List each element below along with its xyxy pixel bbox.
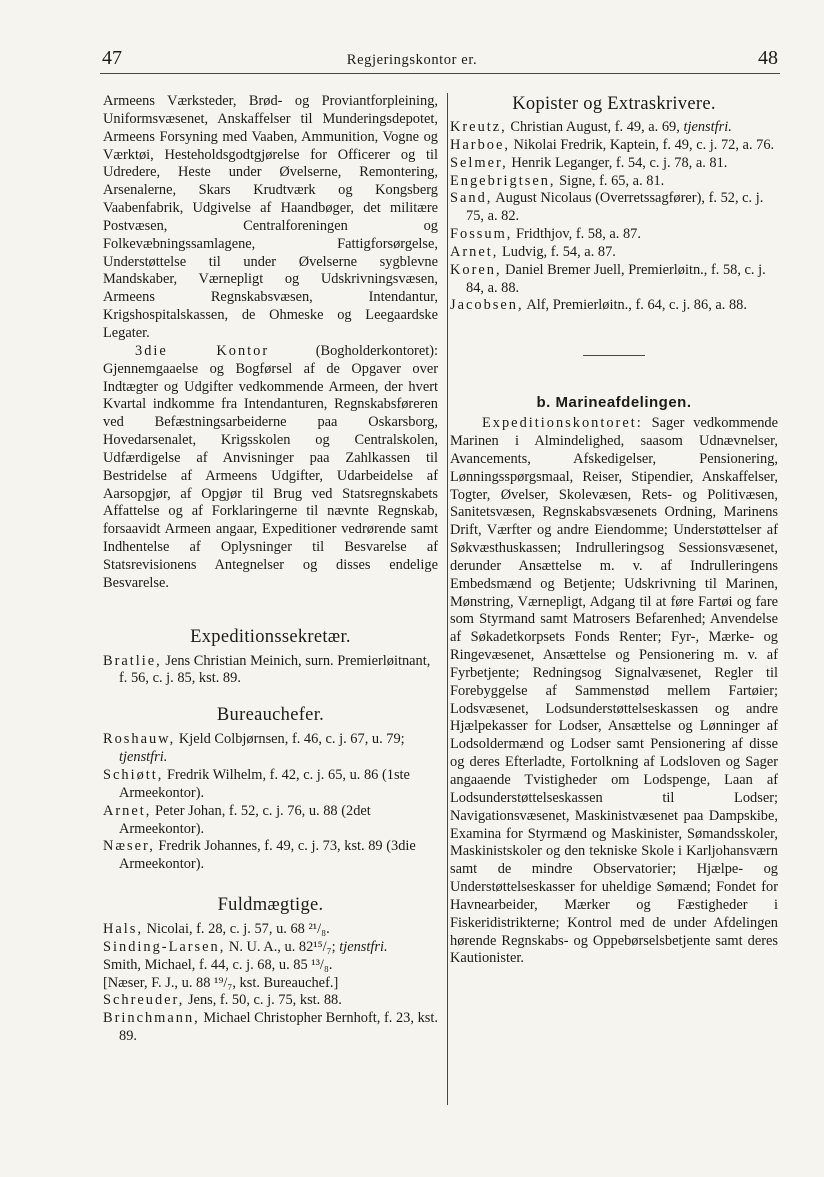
marine-heading: b. Marineafdelingen. [536,394,692,412]
copyist-entry [450,190,778,226]
header-rule [100,73,780,74]
copyist-entry [450,226,778,244]
entry-text: N. U. A., u. 82¹⁵/₇; [225,938,340,955]
entry-text: Michael, f. 44, c. j. 68, u. 85 ¹³/₈. [141,956,333,973]
bureau-chief-entry [103,838,438,874]
copyist-entry [450,119,778,137]
bureau-chief-entry [103,767,438,803]
entry-text: Michael Christopher Bernhoft, f. 23, kst. 89. [119,1010,438,1045]
bureau-chiefs-heading: Bureauchefer. [216,705,325,726]
entry-text: Signe, f. 65, a. 81. [555,172,665,189]
entry-italic: tjenstfri. [683,119,732,135]
entry-name: Næser, [103,838,155,855]
column-divider [447,93,448,1105]
intro-paragraph: Armeens Værksteder, Brød- og Proviantforpleining, Uniformsvæsenet, Anskaffelser til Munderingsdepotet, Armeens Forsyning med Vaaben, Ammunition, Vogne og Værktøi, Hesteholdsgodtgjørelse for Officerer og til Udredere, Heste under Øvelserne, Remontering, Arsenalerne, Skars Krudtværk og Kongsberg Vaabenfabrik, Udgivelse af Haandbøger, det militære Postvæsen, Centralforeningen og Folkevæbningssamlagene, Fattigforsørgelse, Understøttelse til under Øvelserne sygblevne Mandskaber, Værnepligt og Udskrivningsvæsen, Armeens Regnskabsvæsen, Intendantur, Krigshospitalskassen, de Ohmeske og Leegaardske Legater. [103,93,438,341]
clerks-heading: Fuldmægtige. [217,895,324,916]
entry-name: Sinding-Larsen, [103,938,226,955]
entry-text: Jens, f. 50, c. j. 75, kst. 88. [184,992,342,1009]
copyist-entry [450,297,778,315]
entry-name: Brinchmann, [103,1010,200,1027]
third-office-label: 3die Kontor [135,342,270,359]
entry-name: Smith, [103,956,141,973]
entry-name: Roshauw, [103,731,176,748]
marine-text: Sager vedkommende Marinen i Almindelighed, saasom Udnævnelser, Avancements, Afskedigelser, Pensionering, Lønningsspørgsmaal, Reiser, Stipendier, Anskaffelser, Togter, Øvelser, Skolevæsen, Rets- og Politivæsen, Sanitetsvæsen, Regnskabsvæsenets Ordning, Marinens Drift, Værfter og andre Eiendomme; Understøttelser af Søkvæsthuskassen; Indrulleringsog Sessionsvæsenet, derunder Ansættelse m. v. af Indrulleringens Embedsmænd og Betjente; Udskrivning til Marinen, Mønstring, Værnepligt, Adgang til at føre Fartøi og fare som Styrmand samt Matrosers Befarenhed; Anvendelse af Søkadetkorpsets Fonds Renter; Fyr-, Mærke- og Ringevæsenet, Ansættelse og Pensionering m. v. af Fyrbetjente; Redningsog Signalvæsenet, Regler til Forebyggelse af Sammenstød mellem Fartøier; Lodsvæsenet, Lodsunderstøttelseskassen og andre Hjælpekasser for Lodser, Ansættelse og Lønninger af Lodsoldermænd og Lodser samt Pensionering af disse og deres Efterladte, Fortolkning af Lodsloven og Sager angaaende Tvistigheder om Lodspenge, Laan af Lodsunderstøttelseskassen til Lodser; Navigationsvæsenet, Maskinistvæsenet paa Dampskibe, Examina for Styrmænd og Maskinister, Sømandsskoler, Maskinistskoler og den tekniske Skole i Karljohansværn samt de mindre Observatorier; Hjælpe- og Understøttelseskasser for uheldige Sømænd; Fondet for Havnearbeider, Mærker og Fæstigheder i Fiskeridistrikterne; Kontrol med de under Afdelingen hørende Regnskabs- og Oppebørselsbetjente samt deres Kautionister. [450,415,778,967]
marine-office-label: Expeditionskontoret: [482,415,643,432]
entry-text: Nikolai Fredrik, Kaptein, f. 49, c. j. 72, a. 76. [509,136,775,153]
entry-italic: tjenstfri. [339,938,388,955]
third-office-paragraph [103,343,438,593]
entry-text: Fridthjov, f. 58, a. 87. [512,226,641,243]
clerk-entry [103,921,438,939]
entry-text: Jens Christian Meinich, surn. Premierløitnant, f. 56, c. j. 85, kst. 89. [119,652,431,687]
entry-name: Bratlie, [103,652,162,669]
entry-text: Ludvig, f. 54, a. 87. [498,243,616,260]
page-number-left: 47 [102,47,122,69]
third-office-text: (Bogholderkontoret): Gjennemgaaelse og Bogførsel af de Opgaver over Indtægter og Udgifter vedkommende Armeen, der hvert Kvartal indkomme fra Intendanturen, Regnskabsføreren ved Befæstningsarbeiderne paa Oskarsborg, Hovedarsenalet, Krigsskolen og Centralskolen, Udfærdigelse af Anvisninger paa Zahlkassen til Bestridelse af Armeens Udgifter, Udarbeidelse af Aarsopgjør, af Opgjør til Brug ved Statsregnskabets Affattelse og af Forklaringerne til nævnte Regnskab, forsaavidt Armeen angaar, Expeditioner vedrørende samt Indhentelse af Oplysninger til Besvarelse af Statsrevisionens Antegnelser og disses endelige Besvarelse. [103,342,438,591]
entry-name: Fossum, [450,226,513,243]
copyist-entry [450,155,778,173]
secretary-heading: Expeditionssekretær. [190,626,351,647]
entry-name: Selmer, [450,154,508,171]
copyist-entry [450,244,778,262]
page-number-right: 48 [758,47,778,69]
clerk-entry [103,975,438,993]
marine-paragraph [450,415,778,968]
entry-name: Schreuder, [103,992,185,1009]
entry-name: [Næser, [103,974,148,991]
entry-name: Schiøtt, [103,767,164,783]
entry-text: Alf, Premierløitn., f. 64, c. j. 86, a. 88. [523,297,747,314]
entry-name: Jacobsen, [450,297,524,314]
entry-text: Fredrik Johannes, f. 49, c. j. 73, kst. 89 (3die Armeekontor). [119,838,416,873]
entry-name: Arnet, [450,243,499,260]
copyists-heading: Kopister og Extraskrivere. [512,94,716,114]
clerk-entry [103,1010,438,1046]
clerk-entry [103,939,438,957]
entry-text: F. J., u. 88 ¹⁹/₇, kst. Bureauchef.] [147,974,339,991]
running-head: Regjeringskontor er. [346,52,478,68]
entry-italic: tjenstfri. [119,749,168,766]
clerk-entry [103,992,438,1010]
entry-text: Christian August, f. 49, a. 69, [506,119,684,135]
entry-text: Peter Johan, f. 52, c. j. 76, u. 88 (2det Armeekontor). [119,802,371,837]
entry-name: Hals, [103,921,143,938]
entry-text: Nicolai, f. 28, c. j. 57, u. 68 ²¹/₈. [142,921,330,938]
copyist-entry [450,137,778,155]
entry-name: Arnet, [103,802,152,819]
entry-text: Kjeld Colbjørnsen, f. 46, c. j. 67, u. 79; [175,731,405,748]
entry-name: Koren, [450,261,502,278]
copyist-entry [450,173,778,191]
right-column [450,93,778,968]
entry-text: August Nicolaus (Overretssagfører), f. 52, c. j. 75, a. 82. [466,190,764,225]
entry-text: Fredrik Wilhelm, f. 42, c. j. 65, u. 86 (1ste Armeekontor). [119,767,410,801]
bureau-chief-entry [103,731,438,767]
entry-text: Henrik Leganger, f. 54, c. j. 78, a. 81. [507,154,728,171]
left-column [103,93,438,1046]
entry-text: Daniel Bremer Juell, Premierløitn., f. 58, c. j. 84, a. 88. [466,261,766,296]
bureau-chief-entry [103,803,438,839]
copyist-entry [450,262,778,298]
entry-name: Engebrigtsen, [450,172,556,189]
secretary-entry [103,653,438,689]
entry-name: Harboe, [450,136,510,153]
entry-name: Kreutz, [450,119,507,135]
clerk-entry [103,957,438,975]
entry-name: Sand, [450,190,493,207]
